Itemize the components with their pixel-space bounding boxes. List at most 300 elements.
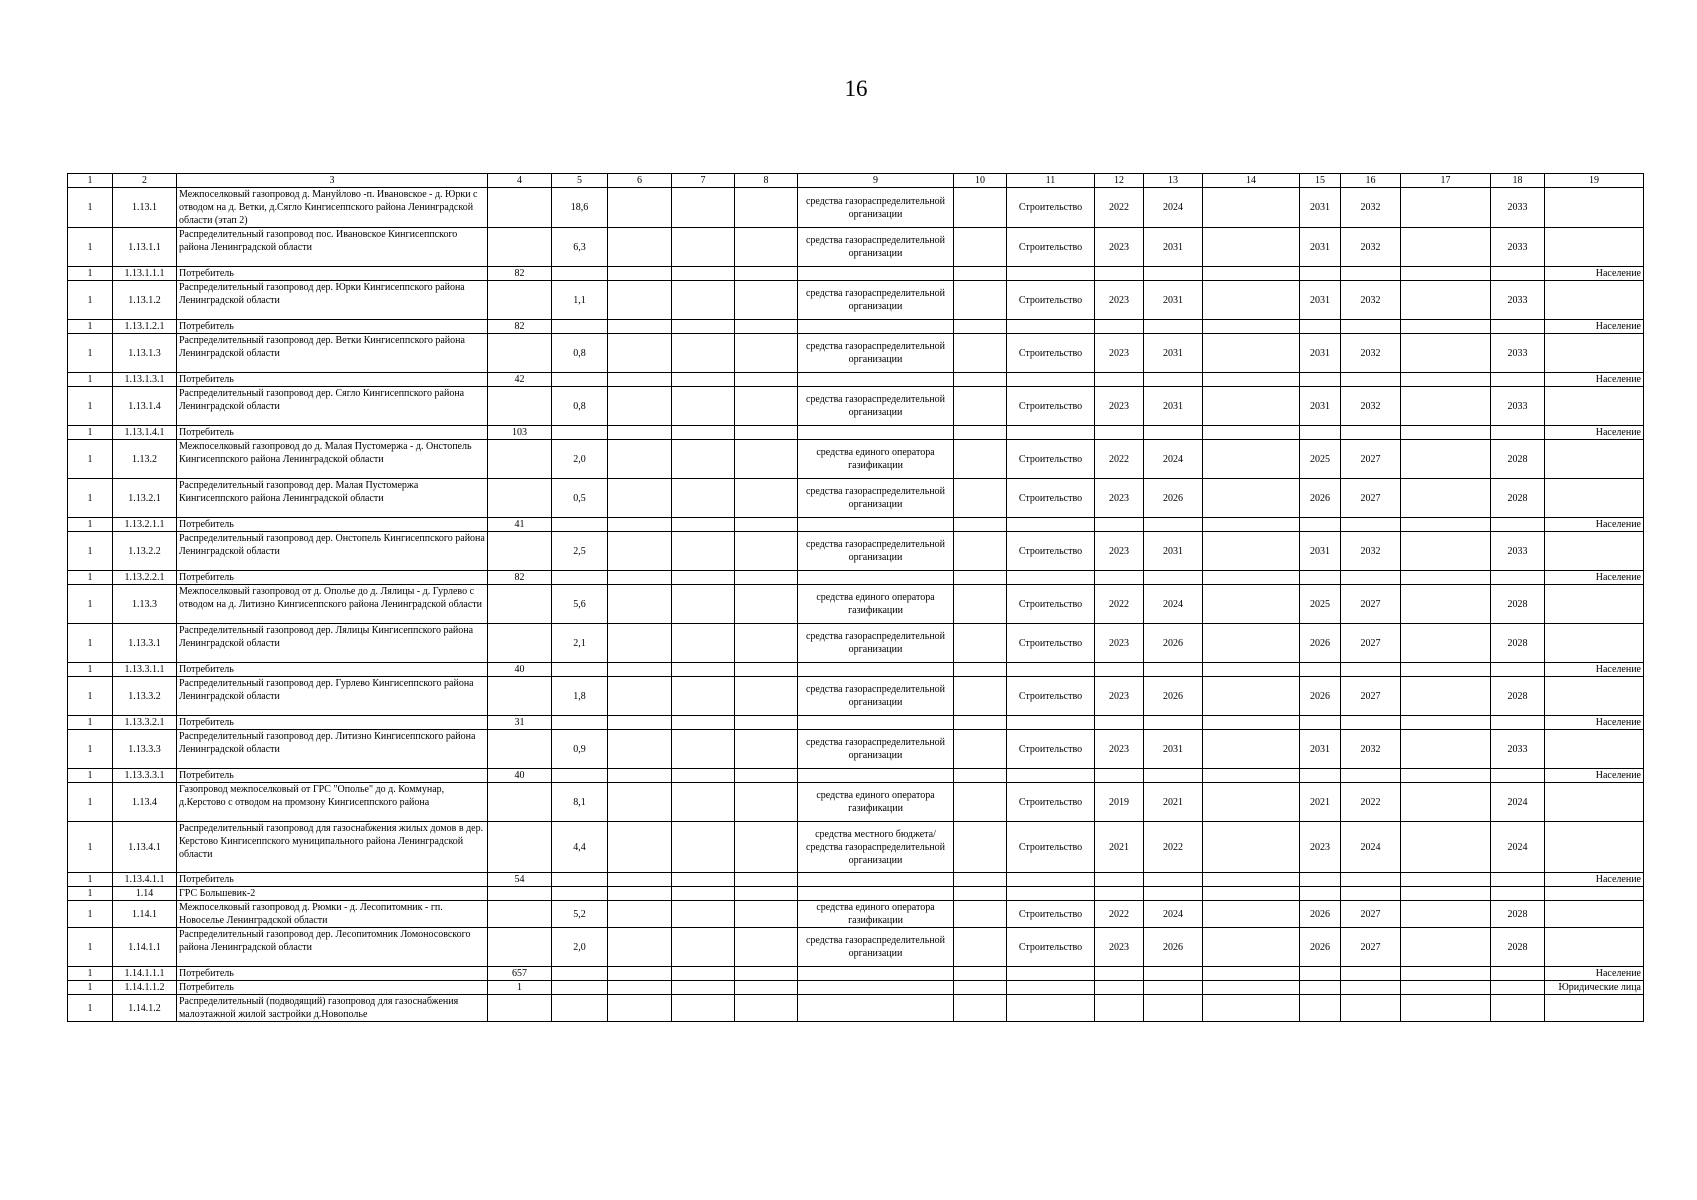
cell-end-year: 2024 xyxy=(1144,440,1203,479)
cell-col-17 xyxy=(1401,585,1491,624)
cell-col-10 xyxy=(954,887,1007,901)
cell-consumer-category: Население xyxy=(1545,873,1644,887)
cell-col-15-year xyxy=(1300,320,1341,334)
cell-col-7 xyxy=(672,887,735,901)
cell-col-17 xyxy=(1401,822,1491,873)
cell-col-6 xyxy=(608,887,672,901)
cell-col-7 xyxy=(672,228,735,267)
cell-end-year xyxy=(1144,663,1203,677)
cell-consumer-category xyxy=(1545,677,1644,716)
cell-work-type: Строительство xyxy=(1007,928,1095,967)
cell-col-8 xyxy=(735,518,798,532)
cell-end-year: 2026 xyxy=(1144,677,1203,716)
cell-funding-source: средства газораспределительной организации xyxy=(798,228,954,267)
cell-consumer-category xyxy=(1545,334,1644,373)
cell-col-18-year: 2028 xyxy=(1491,479,1545,518)
cell-object-name: Межпоселковый газопровод до д. Малая Пустомержа - д. Онстопель Кингисеппского района Ленинградской области xyxy=(177,440,488,479)
cell-col-14 xyxy=(1203,387,1300,426)
cell-col-1: 1 xyxy=(68,387,113,426)
cell-col-14 xyxy=(1203,518,1300,532)
cell-col-6 xyxy=(608,730,672,769)
page-number: 16 xyxy=(844,76,868,101)
cell-start-year: 2023 xyxy=(1095,730,1144,769)
cell-col-14 xyxy=(1203,887,1300,901)
cell-work-type: Строительство xyxy=(1007,387,1095,426)
cell-funding-source xyxy=(798,518,954,532)
cell-consumers: 40 xyxy=(488,663,552,677)
cell-col-7 xyxy=(672,334,735,373)
cell-col-16-year: 2027 xyxy=(1341,440,1401,479)
cell-consumer-category: Население xyxy=(1545,267,1644,281)
cell-col-14 xyxy=(1203,228,1300,267)
column-number-row xyxy=(68,174,1644,188)
cell-start-year: 2023 xyxy=(1095,334,1144,373)
cell-col-15-year xyxy=(1300,663,1341,677)
cell-col-1: 1 xyxy=(68,730,113,769)
cell-col-8 xyxy=(735,320,798,334)
cell-object-name: Потребитель xyxy=(177,663,488,677)
cell-funding-source xyxy=(798,571,954,585)
cell-end-year xyxy=(1144,518,1203,532)
cell-col-8 xyxy=(735,783,798,822)
pipeline-row xyxy=(68,440,1644,479)
cell-col-1: 1 xyxy=(68,426,113,440)
cell-col-6 xyxy=(608,783,672,822)
cell-object-name: Распределительный газопровод дер. Ветки Кингисеппского района Ленинградской области xyxy=(177,334,488,373)
column-number: 10 xyxy=(954,174,1007,188)
pipeline-row xyxy=(68,585,1644,624)
cell-start-year: 2021 xyxy=(1095,822,1144,873)
cell-end-year: 2031 xyxy=(1144,730,1203,769)
cell-col-10 xyxy=(954,320,1007,334)
cell-funding-source: средства единого оператора газификации xyxy=(798,783,954,822)
cell-funding-source: средства единого оператора газификации xyxy=(798,901,954,928)
cell-col-16-year xyxy=(1341,995,1401,1022)
cell-consumer-category: Население xyxy=(1545,320,1644,334)
cell-work-type: Строительство xyxy=(1007,822,1095,873)
cell-consumers: 31 xyxy=(488,716,552,730)
cell-consumers xyxy=(488,730,552,769)
cell-length xyxy=(552,887,608,901)
cell-end-year: 2021 xyxy=(1144,783,1203,822)
cell-col-8 xyxy=(735,188,798,228)
cell-end-year xyxy=(1144,320,1203,334)
cell-col-15-year xyxy=(1300,571,1341,585)
cell-col-14 xyxy=(1203,783,1300,822)
cell-length: 2,1 xyxy=(552,624,608,663)
consumer-row xyxy=(68,320,1644,334)
cell-start-year: 2023 xyxy=(1095,928,1144,967)
pipeline-row xyxy=(68,387,1644,426)
cell-consumer-category xyxy=(1545,228,1644,267)
cell-end-year: 2026 xyxy=(1144,624,1203,663)
cell-col-16-year: 2027 xyxy=(1341,928,1401,967)
cell-consumers: 1 xyxy=(488,981,552,995)
cell-consumer-category xyxy=(1545,188,1644,228)
cell-col-16-year: 2027 xyxy=(1341,479,1401,518)
cell-col-7 xyxy=(672,822,735,873)
cell-col-7 xyxy=(672,677,735,716)
column-number: 6 xyxy=(608,174,672,188)
cell-number: 1.13.3.1 xyxy=(113,624,177,663)
cell-length xyxy=(552,769,608,783)
cell-col-8 xyxy=(735,585,798,624)
pipeline-row xyxy=(68,532,1644,571)
cell-col-8 xyxy=(735,532,798,571)
cell-col-14 xyxy=(1203,281,1300,320)
cell-col-8 xyxy=(735,267,798,281)
cell-length: 2,0 xyxy=(552,440,608,479)
cell-col-7 xyxy=(672,518,735,532)
cell-col-8 xyxy=(735,426,798,440)
cell-col-18-year: 2033 xyxy=(1491,532,1545,571)
cell-work-type: Строительство xyxy=(1007,188,1095,228)
cell-funding-source: средства газораспределительной организации xyxy=(798,624,954,663)
cell-funding-source: средства газораспределительной организации xyxy=(798,387,954,426)
cell-col-15-year xyxy=(1300,769,1341,783)
cell-consumers: 41 xyxy=(488,518,552,532)
cell-col-10 xyxy=(954,928,1007,967)
cell-work-type xyxy=(1007,981,1095,995)
cell-end-year xyxy=(1144,716,1203,730)
cell-col-14 xyxy=(1203,440,1300,479)
cell-start-year xyxy=(1095,320,1144,334)
cell-col-18-year: 2033 xyxy=(1491,228,1545,267)
cell-consumers: 54 xyxy=(488,873,552,887)
cell-col-1: 1 xyxy=(68,716,113,730)
cell-consumer-category xyxy=(1545,624,1644,663)
cell-start-year: 2023 xyxy=(1095,677,1144,716)
cell-start-year: 2023 xyxy=(1095,387,1144,426)
consumer-row xyxy=(68,981,1644,995)
cell-number: 1.13.1.1 xyxy=(113,228,177,267)
cell-consumers: 82 xyxy=(488,571,552,585)
cell-col-7 xyxy=(672,901,735,928)
cell-work-type xyxy=(1007,373,1095,387)
cell-col-14 xyxy=(1203,426,1300,440)
consumer-row xyxy=(68,967,1644,981)
cell-end-year: 2024 xyxy=(1144,188,1203,228)
cell-col-1: 1 xyxy=(68,981,113,995)
column-number: 7 xyxy=(672,174,735,188)
cell-funding-source xyxy=(798,663,954,677)
cell-number: 1.13.2.2 xyxy=(113,532,177,571)
cell-col-7 xyxy=(672,585,735,624)
cell-funding-source: средства газораспределительной организации xyxy=(798,928,954,967)
cell-col-10 xyxy=(954,873,1007,887)
cell-col-18-year xyxy=(1491,267,1545,281)
cell-col-18-year xyxy=(1491,518,1545,532)
consumer-row xyxy=(68,518,1644,532)
cell-work-type xyxy=(1007,995,1095,1022)
cell-number: 1.13.1.3 xyxy=(113,334,177,373)
cell-col-14 xyxy=(1203,188,1300,228)
cell-col-6 xyxy=(608,571,672,585)
cell-col-7 xyxy=(672,995,735,1022)
cell-col-6 xyxy=(608,585,672,624)
cell-funding-source xyxy=(798,873,954,887)
consumer-row xyxy=(68,267,1644,281)
cell-col-18-year: 2024 xyxy=(1491,822,1545,873)
cell-consumers: 42 xyxy=(488,373,552,387)
cell-col-16-year: 2022 xyxy=(1341,783,1401,822)
cell-col-10 xyxy=(954,783,1007,822)
cell-col-18-year xyxy=(1491,995,1545,1022)
cell-consumers: 40 xyxy=(488,769,552,783)
cell-col-10 xyxy=(954,228,1007,267)
cell-col-6 xyxy=(608,995,672,1022)
cell-col-7 xyxy=(672,387,735,426)
cell-col-16-year: 2024 xyxy=(1341,822,1401,873)
cell-start-year xyxy=(1095,716,1144,730)
cell-col-16-year xyxy=(1341,769,1401,783)
cell-end-year xyxy=(1144,769,1203,783)
cell-funding-source: средства единого оператора газификации xyxy=(798,440,954,479)
cell-object-name: Потребитель xyxy=(177,716,488,730)
column-number: 2 xyxy=(113,174,177,188)
cell-col-8 xyxy=(735,624,798,663)
cell-number: 1.13.4.1.1 xyxy=(113,873,177,887)
cell-col-7 xyxy=(672,188,735,228)
cell-col-16-year: 2032 xyxy=(1341,730,1401,769)
cell-length xyxy=(552,571,608,585)
cell-object-name: Потребитель xyxy=(177,320,488,334)
cell-number: 1.14.1.2 xyxy=(113,995,177,1022)
cell-col-18-year xyxy=(1491,981,1545,995)
cell-col-15-year: 2031 xyxy=(1300,730,1341,769)
cell-consumer-category xyxy=(1545,995,1644,1022)
cell-col-17 xyxy=(1401,387,1491,426)
cell-col-16-year: 2027 xyxy=(1341,585,1401,624)
cell-consumer-category: Население xyxy=(1545,663,1644,677)
cell-col-15-year xyxy=(1300,967,1341,981)
cell-work-type xyxy=(1007,426,1095,440)
cell-col-18-year: 2028 xyxy=(1491,624,1545,663)
cell-consumers: 82 xyxy=(488,267,552,281)
cell-col-7 xyxy=(672,716,735,730)
cell-number: 1.13.3.2.1 xyxy=(113,716,177,730)
cell-col-16-year xyxy=(1341,716,1401,730)
cell-end-year: 2031 xyxy=(1144,334,1203,373)
cell-consumers xyxy=(488,783,552,822)
cell-col-16-year: 2032 xyxy=(1341,188,1401,228)
cell-col-6 xyxy=(608,663,672,677)
cell-col-17 xyxy=(1401,334,1491,373)
cell-col-18-year xyxy=(1491,769,1545,783)
cell-col-14 xyxy=(1203,532,1300,571)
cell-length xyxy=(552,663,608,677)
cell-col-15-year: 2026 xyxy=(1300,677,1341,716)
cell-col-16-year xyxy=(1341,426,1401,440)
cell-length: 2,0 xyxy=(552,928,608,967)
cell-number: 1.13.2.2.1 xyxy=(113,571,177,585)
cell-col-15-year xyxy=(1300,887,1341,901)
cell-col-6 xyxy=(608,518,672,532)
cell-length: 4,4 xyxy=(552,822,608,873)
cell-consumer-category xyxy=(1545,928,1644,967)
cell-length xyxy=(552,320,608,334)
cell-funding-source xyxy=(798,426,954,440)
cell-number: 1.13.1 xyxy=(113,188,177,228)
cell-col-8 xyxy=(735,995,798,1022)
cell-col-1: 1 xyxy=(68,901,113,928)
cell-start-year xyxy=(1095,769,1144,783)
cell-end-year: 2031 xyxy=(1144,532,1203,571)
cell-col-10 xyxy=(954,981,1007,995)
pipeline-row xyxy=(68,822,1644,873)
column-number: 9 xyxy=(798,174,954,188)
cell-work-type: Строительство xyxy=(1007,901,1095,928)
cell-end-year xyxy=(1144,267,1203,281)
cell-number: 1.13.3.1.1 xyxy=(113,663,177,677)
cell-col-15-year: 2031 xyxy=(1300,228,1341,267)
cell-col-1: 1 xyxy=(68,928,113,967)
cell-col-17 xyxy=(1401,228,1491,267)
cell-object-name: Распределительный газопровод дер. Лесопитомник Ломоносовского района Ленинградской области xyxy=(177,928,488,967)
cell-col-15-year xyxy=(1300,426,1341,440)
cell-col-10 xyxy=(954,373,1007,387)
cell-funding-source xyxy=(798,267,954,281)
cell-number: 1.13.1.2.1 xyxy=(113,320,177,334)
cell-col-7 xyxy=(672,532,735,571)
cell-number: 1.13.2.1 xyxy=(113,479,177,518)
cell-length xyxy=(552,267,608,281)
cell-col-7 xyxy=(672,373,735,387)
column-number: 13 xyxy=(1144,174,1203,188)
cell-col-1: 1 xyxy=(68,783,113,822)
cell-col-14 xyxy=(1203,663,1300,677)
cell-number: 1.14.1 xyxy=(113,901,177,928)
cell-consumers xyxy=(488,677,552,716)
cell-col-1: 1 xyxy=(68,334,113,373)
cell-col-17 xyxy=(1401,716,1491,730)
consumer-row xyxy=(68,663,1644,677)
cell-col-1: 1 xyxy=(68,967,113,981)
cell-col-18-year xyxy=(1491,887,1545,901)
cell-end-year: 2031 xyxy=(1144,387,1203,426)
cell-col-8 xyxy=(735,440,798,479)
cell-col-6 xyxy=(608,967,672,981)
cell-col-15-year: 2021 xyxy=(1300,783,1341,822)
cell-length xyxy=(552,716,608,730)
column-number: 16 xyxy=(1341,174,1401,188)
cell-col-10 xyxy=(954,334,1007,373)
cell-consumer-category: Население xyxy=(1545,716,1644,730)
cell-consumers xyxy=(488,387,552,426)
cell-col-18-year: 2028 xyxy=(1491,928,1545,967)
cell-work-type xyxy=(1007,320,1095,334)
cell-col-10 xyxy=(954,281,1007,320)
cell-col-8 xyxy=(735,901,798,928)
cell-col-6 xyxy=(608,928,672,967)
cell-number: 1.14.1.1 xyxy=(113,928,177,967)
cell-col-10 xyxy=(954,518,1007,532)
cell-col-16-year: 2032 xyxy=(1341,387,1401,426)
cell-col-8 xyxy=(735,373,798,387)
cell-length: 6,3 xyxy=(552,228,608,267)
cell-length: 5,2 xyxy=(552,901,608,928)
cell-consumers xyxy=(488,928,552,967)
cell-col-14 xyxy=(1203,585,1300,624)
cell-object-name: Газопровод межпоселковый от ГРС "Ополье" до д. Коммунар, д.Керстово с отводом на промзону Кингисеппского района xyxy=(177,783,488,822)
cell-funding-source: средства местного бюджета/средства газораспределительной организации xyxy=(798,822,954,873)
cell-work-type xyxy=(1007,873,1095,887)
cell-funding-source: средства газораспределительной организации xyxy=(798,188,954,228)
cell-end-year: 2026 xyxy=(1144,928,1203,967)
cell-work-type: Строительство xyxy=(1007,532,1095,571)
cell-col-18-year xyxy=(1491,967,1545,981)
cell-col-10 xyxy=(954,663,1007,677)
pipeline-row xyxy=(68,887,1644,901)
cell-col-6 xyxy=(608,901,672,928)
cell-col-16-year xyxy=(1341,873,1401,887)
cell-object-name: Распределительный газопровод для газоснабжения жилых домов в дер. Керстово Кингисеппского муниципального района Ленинградской области xyxy=(177,822,488,873)
cell-consumers xyxy=(488,585,552,624)
cell-work-type xyxy=(1007,518,1095,532)
cell-col-6 xyxy=(608,334,672,373)
cell-col-8 xyxy=(735,822,798,873)
consumer-row xyxy=(68,426,1644,440)
cell-funding-source xyxy=(798,981,954,995)
cell-consumer-category xyxy=(1545,822,1644,873)
cell-col-14 xyxy=(1203,967,1300,981)
cell-start-year: 2023 xyxy=(1095,532,1144,571)
cell-object-name: Распределительный газопровод дер. Лялицы Кингисеппского района Ленинградской области xyxy=(177,624,488,663)
cell-col-7 xyxy=(672,873,735,887)
cell-consumer-category: Юридические лица xyxy=(1545,981,1644,995)
cell-col-16-year xyxy=(1341,518,1401,532)
cell-funding-source: средства газораспределительной организации xyxy=(798,281,954,320)
cell-col-10 xyxy=(954,585,1007,624)
cell-end-year xyxy=(1144,426,1203,440)
consumer-row xyxy=(68,769,1644,783)
cell-col-1: 1 xyxy=(68,873,113,887)
cell-object-name: Распределительный газопровод дер. Малая Пустомержа Кингисеппского района Ленинградской области xyxy=(177,479,488,518)
cell-col-1: 1 xyxy=(68,887,113,901)
cell-col-6 xyxy=(608,387,672,426)
cell-work-type: Строительство xyxy=(1007,228,1095,267)
cell-col-8 xyxy=(735,228,798,267)
cell-col-8 xyxy=(735,981,798,995)
cell-col-15-year: 2025 xyxy=(1300,585,1341,624)
cell-col-18-year xyxy=(1491,320,1545,334)
cell-col-14 xyxy=(1203,267,1300,281)
cell-col-15-year: 2023 xyxy=(1300,822,1341,873)
cell-col-18-year: 2024 xyxy=(1491,783,1545,822)
cell-col-6 xyxy=(608,532,672,571)
cell-col-18-year xyxy=(1491,571,1545,585)
cell-object-name: Межпоселковый газопровод от д. Ополье до д. Лялицы - д. Гурлево с отводом на д. Литизно Кингисеппского района Ленинградской области xyxy=(177,585,488,624)
cell-consumer-category xyxy=(1545,281,1644,320)
cell-consumers: 657 xyxy=(488,967,552,981)
cell-number: 1.14.1.1.1 xyxy=(113,967,177,981)
cell-object-name: Распределительный газопровод дер. Гурлево Кингисеппского района Ленинградской области xyxy=(177,677,488,716)
cell-consumer-category xyxy=(1545,887,1644,901)
cell-number: 1.13.3 xyxy=(113,585,177,624)
cell-col-18-year: 2033 xyxy=(1491,730,1545,769)
cell-start-year xyxy=(1095,426,1144,440)
cell-end-year: 2024 xyxy=(1144,901,1203,928)
cell-object-name: ГРС Большевик-2 xyxy=(177,887,488,901)
cell-col-14 xyxy=(1203,769,1300,783)
cell-number: 1.13.1.3.1 xyxy=(113,373,177,387)
cell-length xyxy=(552,967,608,981)
cell-col-14 xyxy=(1203,981,1300,995)
cell-object-name: Распределительный газопровод дер. Онстопель Кингисеппского района Ленинградской области xyxy=(177,532,488,571)
cell-col-16-year: 2027 xyxy=(1341,677,1401,716)
pipeline-row xyxy=(68,928,1644,967)
cell-col-17 xyxy=(1401,928,1491,967)
